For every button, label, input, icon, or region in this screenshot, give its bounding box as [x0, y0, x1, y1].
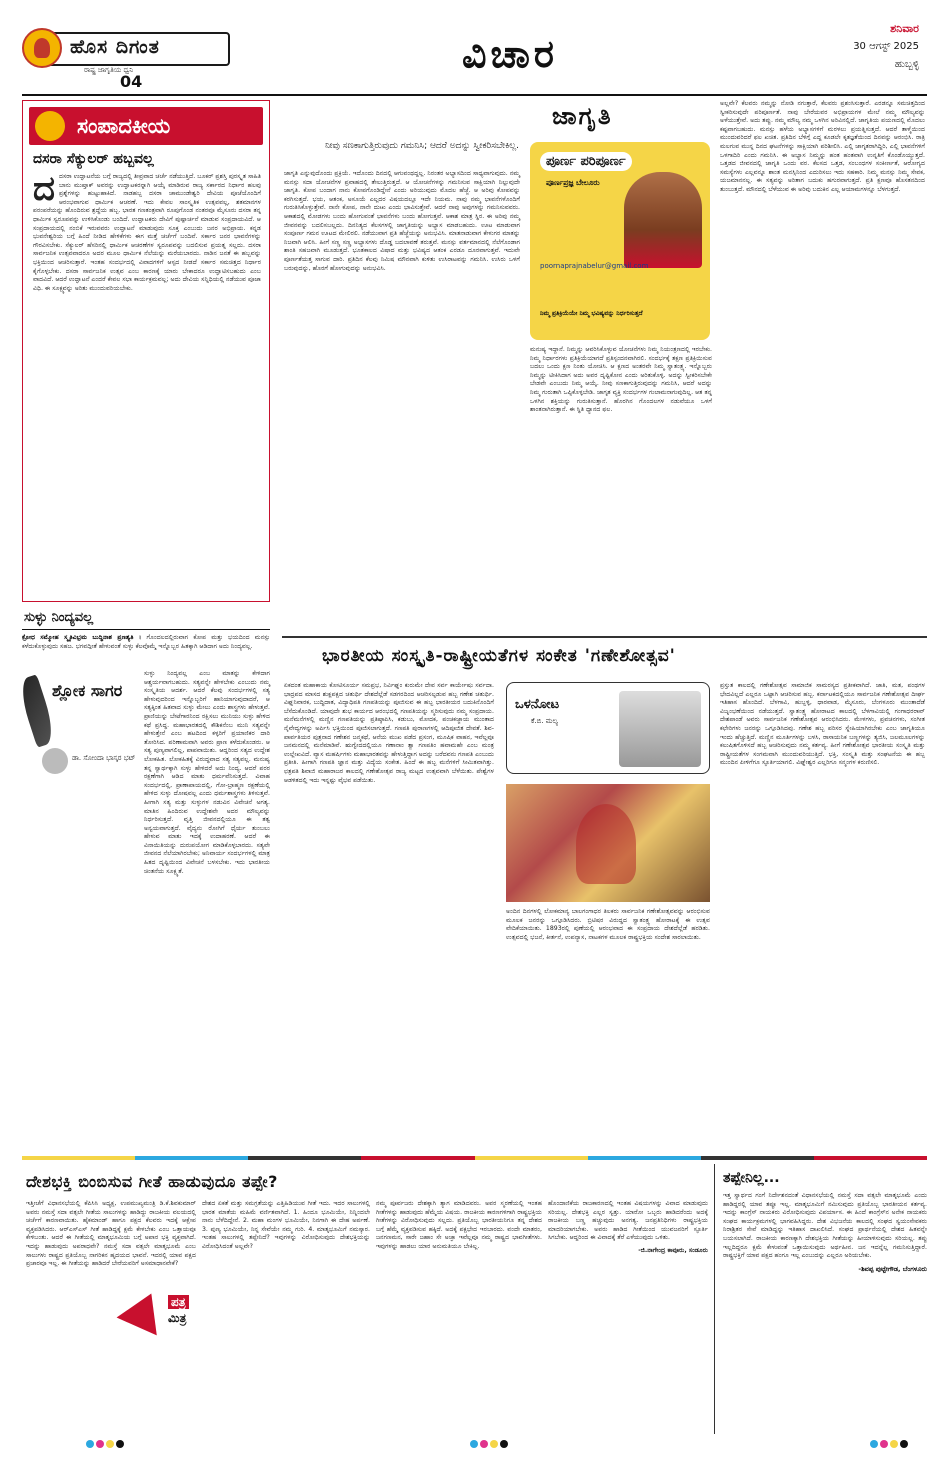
columnist-byline: ಪೂರ್ಣಪ್ರಜ್ಞ ಬೇಲೂರು [546, 178, 600, 187]
ganeshotsava-title: ಭಾರತೀಯ ಸಂಸ್ಕೃತಿ-ರಾಷ್ಟ್ರೀಯತೆಗಳ ಸಂಕೇತ 'ಗಣೇಶೋತ್ಸವ' [322, 646, 676, 666]
colorbar-segment [135, 1156, 248, 1160]
sulu-article [22, 606, 270, 1178]
registration-dot [106, 1440, 114, 1448]
patra-mitra-logo [118, 1288, 208, 1342]
registration-dot [96, 1440, 104, 1448]
olanota-column-name: ಒಳನೋಟ [515, 697, 560, 712]
editorial-emblem-icon [35, 111, 65, 141]
masthead [22, 12, 927, 94]
sulu-text: ಸುಳ್ಳು ನಿಂದ್ಯವಲ್ಲ ಎಂಬ ಮಾತನ್ನು ಕೇಳಿದಾಗ ಆಶ್ಚರ್ಯವಾಗಬಹುದು. ಸತ್ಯವನ್ನೇ ಹೇಳಬೇಕು ಎಂಬುದು ನಮ್ಮ ಸಂಸ್ಕೃತಿಯ ಆದರ್ಶ. ಆದರೆ ಕೆಲವು ಸಂದರ್ಭಗಳಲ್ಲಿ ಸತ್ಯ ಹೇಳುವುದರಿಂದ ಇನ್ನೊಬ್ಬರಿಗೆ ಹಾನಿಯಾಗುವುದಾದರೆ, ಆ ಸತ್ಯಕ್ಕಿಂತ ಹಿತವಾದ ಸುಳ್ಳು ಮೇಲು ಎಂದು ಶಾಸ್ತ್ರಗಳು ಹೇಳುತ್ತವೆ. ಪ್ರಾಣಿಯನ್ನು ಬೇಟೆಗಾರನಿಂದ ರಕ್ಷಿಸಲು ಮುನಿಯು ಸುಳ್ಳು ಹೇಳಿದ ಕಥೆ ಪ್ರಸಿದ್ಧ. ಮಹಾಭಾರತದಲ್ಲಿ ಕೌಶಿಕನೆಂಬ ಮುನಿ ಸತ್ಯವನ್ನೇ ಹೇಳುತ್ತೇನೆ ಎಂಬ ಹಟದಿಂದ ಕಳ್ಳರಿಗೆ ಪ್ರಯಾಣಿಕರ ದಾರಿ ತೋರಿಸಿದ. ಪರಿಣಾಮವಾಗಿ ಅವರು ಪ್ರಾಣ ಕಳೆದುಕೊಂಡರು. ಆ ಸತ್ಯ ಪುಣ್ಯವಾಗಲಿಲ್ಲ, ಪಾಪವಾಯಿತು. ಆದ್ದರಿಂದ ಸತ್ಯದ ಉದ್ದೇಶ ಲೋಕಹಿತ. ಲೋಕಹಿತಕ್ಕೆ ವಿರುದ್ಧವಾದ ಸತ್ಯ ಸತ್ಯವಲ್ಲ. ಮನುಷ್ಯ ತನ್ನ ಸ್ವಾರ್ಥಕ್ಕಾಗಿ ಸುಳ್ಳು ಹೇಳಿದರೆ ಅದು ನಿಂದ್ಯ. ಆದರೆ ಪರರ ರಕ್ಷಣೆಗಾಗಿ ಆಡಿದ ಮಾತು ಧರ್ಮವೆನಿಸುತ್ತದೆ. ವಿವಾಹ ಸಂದರ್ಭದಲ್ಲಿ, ಪ್ರಾಣಾಪಾಯದಲ್ಲಿ, ಗೋ-ಬ್ರಾಹ್ಮಣ ರಕ್ಷಣೆಯಲ್ಲಿ ಹೇಳಿದ ಸುಳ್ಳು ದೋಷವಲ್ಲ ಎಂದು ಧರ್ಮಶಾಸ್ತ್ರಗಳು ತಿಳಿಸುತ್ತವೆ. ಹೀಗಾಗಿ ಸತ್ಯ ಮತ್ತು ಸುಳ್ಳುಗಳ ನಡುವಿನ ವಿವೇಚನೆ ಅಗತ್ಯ. ಮಾತಿನ ಹಿಂದಿರುವ ಉದ್ದೇಶವೇ ಅದರ ಮೌಲ್ಯವನ್ನು ನಿರ್ಧರಿಸುತ್ತದೆ. ವೃತ್ತಿ ಜೀವನದಲ್ಲಿಯೂ ಈ ತತ್ವ ಅನ್ವಯವಾಗುತ್ತದೆ. ವೈದ್ಯನು ರೋಗಿಗೆ ಧೈರ್ಯ ತುಂಬಲು ಹೇಳುವ ಮಾತು ಇದಕ್ಕೆ ಉದಾಹರಣೆ. ಆದರೆ ಈ ವಿನಾಯಿತಿಯನ್ನು ದುರುಪಯೋಗ ಮಾಡಿಕೊಳ್ಳಬಾರದು. ಸತ್ಯವೇ ಜೀವನದ ನೆಲೆಯಾಗಿರಬೇಕು; ಅನಿವಾರ್ಯ ಸಂದರ್ಭಗಳಲ್ಲಿ ಮಾತ್ರ ಹಿತದ ದೃಷ್ಟಿಯಿಂದ ವಿವೇಚನೆ ಬಳಸಬೇಕು. ಇದು ಭಾರತೀಯ ಚಿಂತನೆಯ ಸೂಕ್ಷ್ಮತೆ. [144, 670, 270, 875]
tappenilla-body: ಇತ್ತ ಸ್ವಾರ್ಥದ ಗಂಗೆ ನಿರ್ದೇಶನದಂತೆ ವಿಧಾನಸಭೆಯಲ್ಲಿ ನಮಸ್ತೆ ಸದಾ ವತ್ಸಲೇ ಮಾತೃಭೂಮೆ ಎಂದು ಹಾಡಿದ್ದರಲ್ಲಿ ಯಾವ ತಪ್ಪೂ ಇಲ್ಲ. ಮಾತೃಭೂಮಿಗೆ ನಮಿಸುವುದು ಪ್ರತಿಯೊಬ್ಬ ಭಾರತೀಯನ ಕರ್ತವ್ಯ. ಇದನ್ನು ಕಾಂಗ್ರೆಸ್ ನಾಯಕರು ವಿರೋಧಿಸುವುದು ವಿಪರ್ಯಾಸ. ಈ ಹಿಂದೆ ಕಾಂಗ್ರೆಸ್‌ನ ಅನೇಕ ನಾಯಕರು ಸಂಘದ ಕಾರ್ಯಕ್ರಮಗಳಲ್ಲಿ ಭಾಗವಹಿಸಿದ್ದರು. ದೇಶ ವಿಭಜನೆಯ ಕಾಲದಲ್ಲಿ ಸಂಘದ ಸ್ವಯಂಸೇವಕರು ನಿರಾಶ್ರಿತರ ಸೇವೆ ಮಾಡಿದ್ದನ್ನು ಇತಿಹಾಸ ದಾಖಲಿಸಿದೆ. ಸಂಘದ ಪ್ರಾರ್ಥನೆಯಲ್ಲಿ ದೇಶದ ಹಿತವನ್ನೇ ಬಯಸಲಾಗಿದೆ. ರಾಜಕೀಯ ಕಾರಣಕ್ಕಾಗಿ ದೇಶಭಕ್ತಿಯ ಗೀತೆಯನ್ನು ಹೀಯಾಳಿಸುವುದು ಸರಿಯಲ್ಲ. ತಪ್ಪು ಇಲ್ಲದಿದ್ದರೂ ಕ್ಷಮೆ ಕೇಳುವಂತೆ ಒತ್ತಾಯಿಸುವುದು ಅರ್ಥಹೀನ. ಜನ ಇದನ್ನೆಲ್ಲ ಗಮನಿಸುತ್ತಿದ್ದಾರೆ. ರಾಷ್ಟ್ರಭಕ್ತಿಗೆ ಯಾವ ಪಕ್ಷದ ಹಂಗೂ ಇಲ್ಲ ಎಂಬುದನ್ನು ಎಲ್ಲರೂ ಅರಿಯಬೇಕು. [723, 1192, 927, 1260]
tappenilla-signature: -ಶಿವಪ್ಪ ಪುಟ್ಟೇಗೌಡ, ಬೆಂಗಳೂರು [858, 1264, 927, 1273]
section-colorbar [22, 1156, 927, 1160]
jagruti-column-1: ಜಾಗೃತಿ ಎನ್ನುವುದೊಂದು ಪ್ರಕ್ರಿಯೆ. ಇದೊಂದು ದಿನದಲ್ಲಿ ಆಗುವಂಥದ್ದಲ್ಲ. ನಿರಂತರ ಅಭ್ಯಾಸದಿಂದ ಸಾಧ್ಯವಾಗುವುದು. ನಮ್ಮ ಮನಸ್ಸು ಸದಾ ಯೋಚನೆಗಳ ಪ್ರವಾಹದಲ್ಲಿ ತೇಲುತ್ತಿರುತ್ತದೆ. ಆ ಯೋಚನೆಗಳನ್ನು ಗಮನಿಸುವ ಸಾಕ್ಷಿಯಾಗಿ ನಿಲ್ಲುವುದೇ ಜಾಗೃತಿ. ಕೋಪ ಬಂದಾಗ ನಾನು ಕೋಪಗೊಂಡಿದ್ದೇನೆ ಎಂದು ಅರಿಯುವುದು ಮೊದಲ ಹೆಜ್ಜೆ. ಆ ಅರಿವು ಕೋಪವನ್ನು ಕರಗಿಸುತ್ತದೆ. ಭಯ, ಆತಂಕ, ಅಸೂಯೆ ಎಲ್ಲದರ ವಿಷಯದಲ್ಲೂ ಇದೇ ನಿಯಮ. ನಾವು ನಮ್ಮ ಭಾವನೆಗಳೊಂದಿಗೆ ಗುರುತಿಸಿಕೊಳ್ಳುತ್ತೇವೆ. ನಾನೇ ಕೋಪ, ನಾನೇ ದುಃಖ ಎಂದು ಭಾವಿಸುತ್ತೇವೆ. ಆದರೆ ನಾವು ಅವುಗಳನ್ನು ಗಮನಿಸುವವರು. ಆಕಾಶದಲ್ಲಿ ಮೋಡಗಳು ಬಂದು ಹೋಗುವಂತೆ ಭಾವನೆಗಳು ಬಂದು ಹೋಗುತ್ತವೆ. ಆಕಾಶ ಮಾತ್ರ ಸ್ಥಿರ. ಈ ಅರಿವು ನಮ್ಮ ಜೀವನವನ್ನು ಬದಲಿಸಬಲ್ಲದು. ದಿನನಿತ್ಯದ ಕೆಲಸಗಳಲ್ಲಿ ಜಾಗೃತಿಯನ್ನು ಅಭ್ಯಾಸ ಮಾಡಬಹುದು. ಊಟ ಮಾಡುವಾಗ ಸಂಪೂರ್ಣ ಗಮನ ಊಟದ ಮೇಲಿರಲಿ. ನಡೆಯುವಾಗ ಪ್ರತಿ ಹೆಜ್ಜೆಯನ್ನು ಅನುಭವಿಸಿ. ಮಾತನಾಡುವಾಗ ಕೇಳುಗರ ಮಾತನ್ನು ನಿಜವಾಗಿ ಆಲಿಸಿ. ಹೀಗೆ ಸಣ್ಣ ಸಣ್ಣ ಅಭ್ಯಾಸಗಳು ದೊಡ್ಡ ಬದಲಾವಣೆ ತರುತ್ತವೆ. ಮನಸ್ಸು ವರ್ತಮಾನದಲ್ಲಿ ನೆಲೆಗೊಂಡಾಗ ಶಾಂತಿ ಸಹಜವಾಗಿ ಮೂಡುತ್ತದೆ. ಭೂತಕಾಲದ ವಿಷಾದ ಮತ್ತು ಭವಿಷ್ಯದ ಆತಂಕ ಎರಡೂ ದೂರವಾಗುತ್ತವೆ. ಇದುವೇ ಪೂರ್ಣತೆಯತ್ತ ಸಾಗುವ ದಾರಿ. ಪ್ರತಿದಿನ ಕೆಲವು ನಿಮಿಷ ಮೌನವಾಗಿ ಕುಳಿತು ಉಸಿರಾಟವನ್ನು ಗಮನಿಸಿ. ಉಸಿರು ಒಳಗೆ ಬರುವುದನ್ನು, ಹೊರಗೆ ಹೋಗುವುದನ್ನು ಅನುಭವಿಸಿ. [284, 170, 520, 272]
colorbar-segment [588, 1156, 701, 1160]
paper-logo [22, 14, 230, 91]
paper-tagline: ರಾಷ್ಟ್ರ ಜಾಗೃತಿಯ ಧ್ವನಿ [84, 66, 134, 74]
olanota-byline: ಕೆ.ಬಿ. ಮಲ್ಯ [531, 717, 558, 725]
ganeshotsava-article [282, 636, 927, 1148]
column-name: ಪೂರ್ಣ ಪರಿಪೂರ್ಣ [540, 152, 632, 171]
colorbar-segment [475, 1156, 588, 1160]
letter-title: ದೇಶಭಕ್ತಿ ಬಿಂಬಿಸುವ ಗೀತೆ ಹಾಡುವುದೂ ತಪ್ಪೇ? [26, 1172, 278, 1191]
ganesha-idol-photo [506, 784, 710, 902]
olanota-card [506, 682, 710, 774]
registration-dot [490, 1440, 498, 1448]
jagruti-article [282, 100, 927, 630]
columnist-photo [624, 172, 702, 268]
letter-deshabhakti [22, 1164, 710, 1434]
jagruti-title: ಜಾಗೃತಿ [552, 102, 613, 130]
letter-column-1 [26, 1200, 196, 1269]
letter-tappenilla [714, 1164, 927, 1434]
jagruti-pull-quote: ನಿಮ್ಮ ಪ್ರತಿಕ್ರಿಯೆಯೇ ನಿಮ್ಮ ಭವಿಷ್ಯವನ್ನು ನಿರ್ಧರಿಸುತ್ತದೆ [540, 310, 643, 317]
registration-dot [900, 1440, 908, 1448]
issue-day: ಶನಿವಾರ [890, 22, 919, 35]
letter-signature: -ಜಿ.ನಾಗೇಂದ್ರ ಕಾವೂರು, ಸಂಡೂರು [638, 1246, 708, 1254]
colorbar-segment [701, 1156, 814, 1160]
registration-dot [86, 1440, 94, 1448]
editorial-box [22, 100, 270, 602]
author-avatar [42, 748, 68, 774]
paper-plane-icon [117, 1285, 172, 1336]
sulu-lead [22, 634, 270, 651]
patra-mitra-label [168, 1294, 189, 1326]
letter-column-2: ದೇಶದ ಏಕತೆ ಮತ್ತು ಸಮಗ್ರತೆಯನ್ನು ಎತ್ತಿಹಿಡಿಯುವ ಗೀತೆ ಇದು. ಇದರ ಸಾಲುಗಳಲ್ಲಿ ಭಾರತ ಮಾತೆಯ ಮಹಿಮೆ ವರ್ಣಿತವಾಗಿದೆ. 1. ಹಿಂದೂ ಭೂಮಿಯೇ, ನಿನ್ನಿಂದಲೇ ನಾನು ಬೆಳೆದಿದ್ದೇನೆ. 2. ಮಹಾ ಮಂಗಳ ಭೂಮಿಯೇ, ನಿನಗಾಗಿ ಈ ದೇಹ ಅರ್ಪಣೆ. 3. ಪುಣ್ಯ ಭೂಮಿಯೇ, ನಿನ್ನ ಸೇವೆಯೇ ನಮ್ಮ ಗುರಿ. 4. ಮಾತೃಭೂಮಿಗೆ ನಮಸ್ಕಾರ. ಇಂತಹ ಸಾಲುಗಳಲ್ಲಿ ತಪ್ಪೇನಿದೆ? ಇವುಗಳನ್ನು ವಿರೋಧಿಸುವುದು ದೇಶಭಕ್ತಿಯನ್ನು ವಿರೋಧಿಸಿದಂತೆ ಅಲ್ಲವೇ? [202, 1200, 370, 1250]
sulu-lead-body: ಗೊಂದಲದಲ್ಲಿರುವಾಗ ಕೋಪ ಮತ್ತು ಭಯದಿಂದ ಮನಸ್ಸು ಕಳೆದುಕೊಳ್ಳುವುದು ಸಹಜ. ಭಗವದ್ಗೀತೆ ಹೇಳುವಂತೆ ಸುಳ್ಳು ಕೆಲವೊಮ್ಮೆ ಇನ್ನೊಬ್ಬರ ಹಿತಕ್ಕಾಗಿ ಆಡಿದಾಗ ಅದು ನಿಂದ್ಯವಲ್ಲ. [22, 634, 270, 650]
paper-name: ಹೊಸ ದಿಗಂತ [70, 36, 160, 58]
colorbar-segment [361, 1156, 474, 1160]
letter-column-3: ನಮ್ಮ ಪೂರ್ವಜರು ದೇಶಕ್ಕಾಗಿ ತ್ಯಾಗ ಮಾಡಿದವರು. ಅವರ ಸ್ಮರಣೆಯಲ್ಲಿ ಇಂತಹ ಗೀತೆಗಳನ್ನು ಹಾಡುವುದು ಹೆಮ್ಮೆಯ ವಿಷಯ. ರಾಜಕೀಯ ಕಾರಣಗಳಿಗಾಗಿ ರಾಷ್ಟ್ರಭಕ್ತಿಯ ಗೀತೆಗಳನ್ನು ವಿರೋಧಿಸುವುದು ಸಲ್ಲದು. ಪ್ರತಿಯೊಬ್ಬ ಭಾರತೀಯನಿಗೂ ತನ್ನ ದೇಶದ ಬಗ್ಗೆ ಹೆಮ್ಮೆ ವ್ಯಕ್ತಪಡಿಸುವ ಹಕ್ಕಿದೆ. ಅದಕ್ಕೆ ಪಕ್ಷಭೇದ ಇರಬಾರದು. ವಂದೇ ಮಾತರಂ, ಜನಗಣಮನ, ಸಾರೇ ಜಹಾಂ ಸೇ ಅಚ್ಛಾ ಇವೆಲ್ಲವೂ ನಮ್ಮ ರಾಷ್ಟ್ರದ ಭಾವಗೀತೆಗಳು. ಇವುಗಳನ್ನು ಹಾಡಲು ಯಾರ ಅನುಮತಿಯೂ ಬೇಕಿಲ್ಲ. [376, 1200, 542, 1250]
editorial-banner [29, 107, 263, 145]
letter-text-1: ಇತ್ತೀಚೆಗೆ ವಿಧಾನಸಭೆಯಲ್ಲಿ ಕೆಪಿಸಿಸಿ ಅಧ್ಯಕ್ಷ, ಉಪಮುಖ್ಯಮಂತ್ರಿ ಡಿ.ಕೆ.ಶಿವಕುಮಾರ್ ಅವರು ನಮಸ್ತೆ ಸದಾ ವತ್ಸಲೇ ಗೀತೆಯ ಸಾಲುಗಳನ್ನು ಹಾಡಿದ್ದು ರಾಜಕೀಯ ವಲಯದಲ್ಲಿ ಚರ್ಚೆಗೆ ಕಾರಣವಾಯಿತು. ಹೈಕಮಾಂಡ್ ಹಾಗೂ ಪಕ್ಷದ ಕೆಲವರು ಇದಕ್ಕೆ ಆಕ್ಷೇಪ ವ್ಯಕ್ತಪಡಿಸಿದರು. ಆರ್‌ಎಸ್‌ಎಸ್ ಗೀತೆ ಹಾಡಿದ್ದಕ್ಕೆ ಕ್ಷಮೆ ಕೇಳಬೇಕು ಎಂಬ ಒತ್ತಾಯವೂ ಕೇಳಿಬಂತು. ಆದರೆ ಈ ಗೀತೆಯಲ್ಲಿ ಮಾತೃಭೂಮಿಯ ಬಗ್ಗೆ ಅಪಾರ ಭಕ್ತಿ ವ್ಯಕ್ತವಾಗಿದೆ. ಇದನ್ನು ಹಾಡುವುದು ಅಪರಾಧವೇ? ನಮಸ್ತೆ ಸದಾ ವತ್ಸಲೇ ಮಾತೃಭೂಮೆ ಎಂಬ ಸಾಲುಗಳು ರಾಷ್ಟ್ರದ ಪ್ರತಿಯೊಬ್ಬ ನಾಗರಿಕನ ಹೃದಯದ ಭಾವನೆ. ಇದರಲ್ಲಿ ಯಾವ ಪಕ್ಷದ ಪ್ರಚಾರವೂ ಇಲ್ಲ. ಈ ಗೀತೆಯನ್ನು ಹಾಡಿದರೆ ಬೇರೆಯವರಿಗೆ ಅಸಮಾಧಾನವೇಕೆ? [26, 1200, 196, 1268]
editorial-body [33, 169, 261, 293]
issue-date: 30 ಆಗಸ್ಟ್ 2025 [853, 41, 919, 52]
mitra-label: ಮಿತ್ರ [168, 1311, 187, 1325]
colorbar-segment [22, 1156, 135, 1160]
registration-dot [480, 1440, 488, 1448]
registration-dot [890, 1440, 898, 1448]
shloka-sagara-title: ಶ್ಲೋಕ ಸಾಗರ [52, 681, 123, 700]
shloka-sagara-box [22, 670, 140, 790]
editorial-dropcap: ದ [33, 169, 55, 209]
shloka-byline: ಡಾ. ಸೋಂದಾ ಭಾಸ್ಕರ ಭಟ್ [72, 754, 136, 762]
sulu-heading: ಸುಳ್ಳು ನಿಂದ್ಯವಲ್ಲ [22, 606, 270, 630]
editorial-banner-label: ಸಂಪಾದಕೀಯ [77, 114, 171, 138]
page-number: 04 [120, 72, 143, 91]
section-title: ವಿಚಾರ [462, 32, 558, 76]
registration-dot [116, 1440, 124, 1448]
letter-column-4 [548, 1200, 708, 1256]
emblem-icon [22, 28, 62, 68]
tappenilla-title: ತಪ್ಪೇನಿಲ್ಲ... [723, 1170, 780, 1186]
issue-info [853, 20, 919, 74]
ganeshotsava-column-1: ಏಕದಂತ ಮಹಾಕಾಯ ಕೋಟಿಸೂರ್ಯ ಸಮಪ್ರಭ, ನಿರ್ವಿಘ್ನಂ ಕುರುಮೇ ದೇವ ಸರ್ವ ಕಾರ್ಯೇಷು ಸರ್ವದಾ. ಭಾದ್ರಪದ ಮಾಸದ ಶುಕ್ಲಪಕ್ಷದ ಚತುರ್ಥಿ ದೇಶದೆಲ್ಲೆಡೆ ಸಡಗರದಿಂದ ಆಚರಿಸಲ್ಪಡುವ ಹಬ್ಬ ಗಣೇಶ ಚತುರ್ಥಿ. ವಿಘ್ನನಿವಾರಕ, ಬುದ್ಧಿದಾತ, ವಿದ್ಯಾಧಿಪತಿ ಗಣಪತಿಯನ್ನು ಪೂಜಿಸುವ ಈ ಹಬ್ಬ ಭಾರತೀಯರ ಬದುಕಿನೊಂದಿಗೆ ಬೆಸೆದುಕೊಂಡಿದೆ. ಯಾವುದೇ ಶುಭ ಕಾರ್ಯದ ಆರಂಭದಲ್ಲಿ ಗಣಪತಿಯನ್ನು ಸ್ಮರಿಸುವುದು ನಮ್ಮ ಸಂಪ್ರದಾಯ. ಮನೆಮನೆಗಳಲ್ಲಿ ಮಣ್ಣಿನ ಗಣಪತಿಯನ್ನು ಪ್ರತಿಷ್ಠಾಪಿಸಿ, ಕಡುಬು, ಮೋದಕ, ಪಂಚಕಜ್ಜಾಯ ಮುಂತಾದ ನೈವೇದ್ಯಗಳನ್ನು ಅರ್ಪಿಸಿ ಭಕ್ತಿಯಿಂದ ಪೂಜಿಸಲಾಗುತ್ತದೆ. ಗಣಪತಿ ಪುರಾಣಗಳಲ್ಲಿ ಆದಿಪೂಜಿತ ದೇವತೆ. ಶಿವ-ಪಾರ್ವತಿಯರ ಪುತ್ರನಾದ ಗಣೇಶನ ಜನ್ಮಕಥೆ, ಆನೆಯ ಮುಖ ಪಡೆದ ಪ್ರಸಂಗ, ಮೂಷಿಕ ವಾಹನ, ಇವೆಲ್ಲವೂ ಜನಮನದಲ್ಲಿ ಮನೆಮಾಡಿವೆ. ಋಗ್ವೇದದಲ್ಲಿಯೂ ಗಣಾನಾಂ ತ್ವಾ ಗಣಪತಿಂ ಹವಾಮಹೇ ಎಂಬ ಮಂತ್ರ ಉಲ್ಲೇಖವಿದೆ. ವ್ಯಾಸ ಮಹರ್ಷಿಗಳು ಮಹಾಭಾರತವನ್ನು ಹೇಳುತ್ತಿದ್ದಾಗ ಅದನ್ನು ಬರೆದವನು ಗಣಪತಿ ಎಂಬುದು ಪ್ರತೀತಿ. ಹೀಗಾಗಿ ಗಣಪತಿ ಜ್ಞಾನ ಮತ್ತು ವಿದ್ಯೆಯ ಸಂಕೇತ. ಹಿಂದೆ ಈ ಹಬ್ಬ ಮನೆಗಳಿಗೆ ಸೀಮಿತವಾಗಿತ್ತು. ಛತ್ರಪತಿ ಶಿವಾಜಿ ಮಹಾರಾಜರ ಕಾಲದಲ್ಲಿ ಗಣೇಶೋತ್ಸವ ರಾಜ್ಯ ಮಟ್ಟದ ಉತ್ಸವವಾಗಿ ಬೆಳೆಯಿತು. ಪೇಶ್ವೆಗಳ ಆಡಳಿತದಲ್ಲಿ ಇದು ಇನ್ನಷ್ಟು ವೈಭವ ಪಡೆಯಿತು. [284, 682, 494, 784]
jagruti-column-3: ಅಲ್ಲವೇ? ಕೆಲವರು ನಮ್ಮನ್ನು ನೋಡಿ ನಗುತ್ತಾರೆ, ಕೆಲವರು ಪ್ರಶಂಸಿಸುತ್ತಾರೆ. ಎರಡನ್ನೂ ಸಮಚಿತ್ತದಿಂದ ಸ್ವೀಕರಿಸುವುದೇ ಪರಿಪೂರ್ಣತೆ. ನಾವು ಬೇರೆಯವರ ಅಭಿಪ್ರಾಯಗಳ ಮೇಲೆ ನಮ್ಮ ಮೌಲ್ಯವನ್ನು ಅಳೆಯುತ್ತೇವೆ. ಅದು ತಪ್ಪು. ನಮ್ಮ ಮೌಲ್ಯ ನಮ್ಮ ಒಳಗಿನ ಅರಿವಿನಲ್ಲಿದೆ. ಜಾಗೃತಿಯ ಪಯಣದಲ್ಲಿ ಮೊದಲು ಕಷ್ಟವಾಗಬಹುದು. ಮನಸ್ಸು ಹಳೆಯ ಅಭ್ಯಾಸಗಳಿಗೆ ಮರಳಲು ಪ್ರಯತ್ನಿಸುತ್ತದೆ. ಆದರೆ ತಾಳ್ಮೆಯಿಂದ ಮುಂದುವರಿದರೆ ಫಲ ಖಚಿತ. ಪ್ರತಿದಿನ ಬೆಳಿಗ್ಗೆ ಎದ್ದ ಕೂಡಲೇ ಕೃತಜ್ಞತೆಯಿಂದ ದಿನವನ್ನು ಆರಂಭಿಸಿ. ರಾತ್ರಿ ಮಲಗುವ ಮುನ್ನ ದಿನದ ಘಟನೆಗಳನ್ನು ಸಾಕ್ಷಿಯಾಗಿ ಪರಿಶೀಲಿಸಿ. ಎಲ್ಲಿ ಜಾಗೃತರಾಗಿದ್ದಿರಿ, ಎಲ್ಲಿ ಭಾವನೆಗಳಿಗೆ ಒಳಗಾದಿರಿ ಎಂದು ಗಮನಿಸಿ. ಈ ಅಭ್ಯಾಸ ನಿಮ್ಮನ್ನು ಹಂತ ಹಂತವಾಗಿ ಉನ್ನತಿಗೆ ಕೊಂಡೊಯ್ಯುತ್ತದೆ. ಒತ್ತಡದ ಜೀವನದಲ್ಲಿ ಜಾಗೃತಿ ಒಂದು ವರ. ಕೆಲಸದ ಒತ್ತಡ, ಸಂಬಂಧಗಳ ಸಂಕೀರ್ಣತೆ, ಆರೋಗ್ಯದ ಸಮಸ್ಯೆಗಳು ಎಲ್ಲವನ್ನೂ ಶಾಂತ ಮನಸ್ಸಿನಿಂದ ಎದುರಿಸಲು ಇದು ಸಹಕಾರಿ. ನಿಮ್ಮ ಮನಸ್ಸು ನಿಮ್ಮ ಸೇವಕ, ಯಜಮಾನನಲ್ಲ. ಈ ಸತ್ಯವನ್ನು ಅರಿತಾಗ ಬದುಕು ಹಗುರವಾಗುತ್ತದೆ. ಪ್ರತಿ ಕ್ಷಣವೂ ಹೊಸತನದಿಂದ ತುಂಬುತ್ತದೆ. ಮೌನದಲ್ಲಿ ಬೆಳೆಯುವ ಈ ಅರಿವು ಬದುಕಿನ ಎಲ್ಲ ಆಯಾಮಗಳನ್ನೂ ಬೆಳಗುತ್ತದೆ. [720, 100, 925, 193]
sulu-body [22, 670, 270, 876]
columnist-email[interactable]: poornaprajnabelur@gmail.com [540, 262, 649, 270]
olanota-author-photo [619, 691, 701, 767]
colorbar-segment [814, 1156, 927, 1160]
jagruti-column-2: ಮನುಷ್ಯ ಇದ್ದಾನೆ. ನಿಮ್ಮನ್ನು ಆವರಿಸಿಕೊಳ್ಳುವ ಯೋಚನೆಗಳು ನಿಮ್ಮ ನಿಯಂತ್ರಣದಲ್ಲಿ ಇರಬೇಕು. ನಿಮ್ಮ ನಿರ್ಧಾರಗಳು ಪ್ರತಿಕ್ರಿಯೆಯಾಗದೆ ಪ್ರತಿಸ್ಪಂದನವಾಗಿರಲಿ. ಸಂದರ್ಭಕ್ಕೆ ತಕ್ಷಣ ಪ್ರತಿಕ್ರಿಯಿಸುವ ಬದಲು ಒಂದು ಕ್ಷಣ ನಿಂತು ಯೋಚಿಸಿ. ಆ ಕ್ಷಣದ ಅಂತರವೇ ನಿಮ್ಮ ಸ್ವಾತಂತ್ರ್ಯ. ಇನ್ನೊಬ್ಬರು ನಿಮ್ಮನ್ನು ಟೀಕಿಸಿದಾಗ ಅದು ಅವರ ದೃಷ್ಟಿಕೋನ ಎಂದು ಅರಿತುಕೊಳ್ಳಿ. ಅದನ್ನು ಸ್ವೀಕರಿಸಬೇಕೇ ಬೇಡವೇ ಎಂಬುದು ನಿಮ್ಮ ಆಯ್ಕೆ. ನೀವು ಸಣಕಾಗುತ್ತಿರುವುದನ್ನು ಗಮನಿಸಿ, ಆದರೆ ಅದನ್ನು ನಿಮ್ಮ ಗುರುತಾಗಿ ಒಪ್ಪಿಕೊಳ್ಳಬೇಡಿ. ಜಾಗೃತ ವ್ಯಕ್ತಿ ಸಂದರ್ಭಗಳ ಗುಲಾಮನಾಗುವುದಿಲ್ಲ. ಆತ ತನ್ನ ಒಳಗಿನ ಶಕ್ತಿಯನ್ನು ಗುರುತಿಸುತ್ತಾನೆ. ಹೊರಗಿನ ಗೊಂದಲಗಳ ನಡುವೆಯೂ ಒಳಗೆ ಶಾಂತನಾಗಿರುತ್ತಾನೆ. ಈ ಸ್ಥಿತಿ ಧ್ಯಾನದ ಫಲ. [530, 346, 712, 414]
sulu-lead-verse: ಕ್ರೋಧ ಸಮ್ಮೋಹ ಸ್ಮೃತಿವಿಭ್ರಮ ಬುದ್ಧಿನಾಶ ಪ್ರಣಶ್ಯತಿ । [22, 634, 142, 641]
editorial-headline: ದಸರಾ ಸೆಕ್ಯುಲರ್ ಹಬ್ಬವಲ್ಲ [33, 151, 154, 167]
registration-dots [0, 1440, 945, 1452]
registration-dot [880, 1440, 888, 1448]
masthead-rule [22, 94, 927, 96]
ganeshotsava-column-2: ಅಂದಿನ ದಿನಗಳಲ್ಲಿ ಲೋಕಮಾನ್ಯ ಬಾಲಗಂಗಾಧರ ತಿಲಕರು ಸಾರ್ವಜನಿಕ ಗಣೇಶೋತ್ಸವವನ್ನು ಆರಂಭಿಸುವ ಮೂಲಕ ಜನರನ್ನು ಒಗ್ಗೂಡಿಸಿದರು. ಬ್ರಿಟಿಷರ ವಿರುದ್ಧದ ಸ್ವಾತಂತ್ರ್ಯ ಹೋರಾಟಕ್ಕೆ ಈ ಉತ್ಸವ ವೇದಿಕೆಯಾಯಿತು. 1893ರಲ್ಲಿ ಪುಣೆಯಲ್ಲಿ ಆರಂಭವಾದ ಈ ಸಂಪ್ರದಾಯ ದೇಶದೆಲ್ಲೆಡೆ ಹರಡಿತು. ಉತ್ಸವದಲ್ಲಿ ಭಜನೆ, ಕೀರ್ತನೆ, ಉಪನ್ಯಾಸ, ನಾಟಕಗಳ ಮೂಲಕ ರಾಷ್ಟ್ರಭಕ್ತಿಯ ಸಂದೇಶ ಸಾರಲಾಯಿತು. [506, 908, 710, 941]
issue-city: ಹುಬ್ಬಳ್ಳಿ [894, 59, 919, 70]
letter-text-4: ಹೊಂದಾಣಿಕೆಯ ರಾಜಕಾರಣದಲ್ಲಿ ಇಂತಹ ವಿಷಯಗಳನ್ನು ವಿವಾದ ಮಾಡುವುದು ಸರಿಯಲ್ಲ. ದೇಶಭಕ್ತಿ ಎಲ್ಲರ ಸ್ವತ್ತು. ಯಾರೋ ಒಬ್ಬರು ಹಾಡಿದರೆಂದು ಅದಕ್ಕೆ ರಾಜಕೀಯ ಬಣ್ಣ ಹಚ್ಚುವುದು ಅನಗತ್ಯ. ಜನಪ್ರತಿನಿಧಿಗಳು ರಾಷ್ಟ್ರಭಕ್ತಿಯ ಮಾದರಿಯಾಗಬೇಕು. ಅವರು ಹಾಡಿದ ಗೀತೆಯಿಂದ ಯುವಜನರಿಗೆ ಸ್ಫೂರ್ತಿ ಸಿಗಬೇಕು. ಆದ್ದರಿಂದ ಈ ವಿವಾದಕ್ಕೆ ತೆರೆ ಎಳೆಯುವುದು ಒಳಿತು. [548, 1200, 708, 1242]
registration-dot [470, 1440, 478, 1448]
jagruti-quote: ನೀವು ಸಣಕಾಗುತ್ತಿರುವುದು ಗಮನಿಸಿ; ಆದರೆ ಅದನ್ನು ಸ್ವೀಕರಿಸಬೇಕಿಲ್ಲ. [324, 141, 520, 151]
colorbar-segment [248, 1156, 361, 1160]
ganeshotsava-column-3: ಪ್ರಸ್ತುತ ಕಾಲದಲ್ಲಿ ಗಣೇಶೋತ್ಸವ ಸಾಮಾಜಿಕ ಸಾಮರಸ್ಯದ ಪ್ರತೀಕವಾಗಿದೆ. ಜಾತಿ, ಮತ, ಪಂಥಗಳ ಭೇದವಿಲ್ಲದೆ ಎಲ್ಲರೂ ಒಟ್ಟಾಗಿ ಆಚರಿಸುವ ಹಬ್ಬ. ಕರ್ನಾಟಕದಲ್ಲಿಯೂ ಸಾರ್ವಜನಿಕ ಗಣೇಶೋತ್ಸವ ದೀರ್ಘ ಇತಿಹಾಸ ಹೊಂದಿದೆ. ಬೆಳಗಾವಿ, ಹುಬ್ಬಳ್ಳಿ, ಧಾರವಾಡ, ಮೈಸೂರು, ಬೆಂಗಳೂರು ಮುಂತಾದೆಡೆ ವಿಜೃಂಭಣೆಯಿಂದ ನಡೆಯುತ್ತದೆ. ಸ್ವಾತಂತ್ರ್ಯ ಹೋರಾಟದ ಕಾಲದಲ್ಲಿ ಬೆಳಗಾವಿಯಲ್ಲಿ ಗಂಗಾಧರರಾವ್ ದೇಶಪಾಂಡೆ ಅವರು ಸಾರ್ವಜನಿಕ ಗಣೇಶೋತ್ಸವ ಆರಂಭಿಸಿದರು. ಮೇಳಗಳು, ಪ್ರವಚನಗಳು, ಸಂಗೀತ ಕಛೇರಿಗಳು ಜನರನ್ನು ಒಗ್ಗೂಡಿಸಿದವು. ಗಣೇಶ ಹಬ್ಬ ಪರಿಸರ ಸ್ನೇಹಿಯಾಗಿರಬೇಕು ಎಂಬ ಜಾಗೃತಿಯೂ ಇಂದು ಹೆಚ್ಚುತ್ತಿದೆ. ಮಣ್ಣಿನ ಮೂರ್ತಿಗಳನ್ನು ಬಳಸಿ, ರಾಸಾಯನಿಕ ಬಣ್ಣಗಳನ್ನು ತ್ಯಜಿಸಿ, ಜಲಮೂಲಗಳನ್ನು ಕಲುಷಿತಗೊಳಿಸದೆ ಹಬ್ಬ ಆಚರಿಸುವುದು ನಮ್ಮ ಕರ್ತವ್ಯ. ಹೀಗೆ ಗಣೇಶೋತ್ಸವ ಭಾರತೀಯ ಸಂಸ್ಕೃತಿ ಮತ್ತು ರಾಷ್ಟ್ರೀಯತೆಗಳ ಸಂಗಮವಾಗಿ ಮುಂದುವರಿಯುತ್ತಿದೆ. ಭಕ್ತಿ, ಸಂಸ್ಕೃತಿ ಮತ್ತು ಸಂಘಟನೆಯ ಈ ಹಬ್ಬ ಮುಂದಿನ ಪೀಳಿಗೆಗೂ ಸ್ಫೂರ್ತಿಯಾಗಲಿ. ವಿಘ್ನೇಶ್ವರ ಎಲ್ಲರಿಗೂ ಸನ್ಮಂಗಳ ಕರುಣಿಸಲಿ. [720, 682, 925, 767]
editorial-text: ದಸರಾ ಉದ್ಘಾಟನೆಯ ಬಗ್ಗೆ ರಾಜ್ಯದಲ್ಲಿ ತೀವ್ರವಾದ ಚರ್ಚೆ ನಡೆಯುತ್ತಿದೆ. ಬೂಕರ್ ಪ್ರಶಸ್ತಿ ಪುರಸ್ಕೃತ ಸಾಹಿತಿ ಬಾನು ಮುಷ್ತಾಕ್ ಅವರನ್ನು ಉದ್ಘಾಟಕರನ್ನಾಗಿ ಆಯ್ಕೆ ಮಾಡಿರುವ ರಾಜ್ಯ ಸರ್ಕಾರದ ನಿರ್ಧಾರ ಹಲವು ಪ್ರಶ್ನೆಗಳನ್ನು ಹುಟ್ಟುಹಾಕಿದೆ. ನಾಡಹಬ್ಬ ದಸರಾ ಚಾಮುಂಡೇಶ್ವರಿ ದೇವಿಯ ಪೂಜೆಯೊಂದಿಗೆ ಆರಂಭವಾಗುವ ಧಾರ್ಮಿಕ ಆಚರಣೆ. ಇದು ಕೇವಲ ಸಾಂಸ್ಕೃತಿಕ ಉತ್ಸವವಲ್ಲ, ಶತಮಾನಗಳ ಪರಂಪರೆಯನ್ನು ಹೊಂದಿರುವ ಶ್ರದ್ಧೆಯ ಹಬ್ಬ. ಭಾರತ ಗಣತಂತ್ರವಾಗಿ ರೂಪುಗೊಂಡ ನಂತರವೂ ಮೈಸೂರು ದಸರಾ ತನ್ನ ಧಾರ್ಮಿಕ ಸ್ವರೂಪವನ್ನು ಉಳಿಸಿಕೊಂಡು ಬಂದಿದೆ. ಉದ್ಘಾಟಕರು ದೇವಿಗೆ ಪುಷ್ಪಾರ್ಚನೆ ಮಾಡುವ ಸಂಪ್ರದಾಯವಿದೆ. ಆ ಸಂಪ್ರದಾಯದಲ್ಲಿ ನಂಬಿಕೆ ಇರುವವರು ಉದ್ಘಾಟನೆ ಮಾಡುವುದು ಸೂಕ್ತ ಎಂಬುದು ಜನರ ಅಭಿಪ್ರಾಯ. ಕನ್ನಡ ಭುವನೇಶ್ವರಿಯ ಬಗ್ಗೆ ಹಿಂದೆ ನೀಡಿದ ಹೇಳಿಕೆಗಳು ಈಗ ಮತ್ತೆ ಚರ್ಚೆಗೆ ಬಂದಿವೆ. ಸರ್ಕಾರ ಜನರ ಭಾವನೆಗಳನ್ನು ಗೌರವಿಸಬೇಕು. ಸೆಕ್ಯುಲರ್ ಹೆಸರಿನಲ್ಲಿ ಧಾರ್ಮಿಕ ಆಚರಣೆಗಳ ಸ್ವರೂಪವನ್ನು ಬದಲಿಸುವ ಪ್ರಯತ್ನ ಸಲ್ಲದು. ದಸರಾ ಸಾರ್ವಜನಿಕ ಉತ್ಸವವಾದರೂ ಅದರ ಮೂಲ ಧಾರ್ಮಿಕ ನೆಲೆಯನ್ನು ಮರೆಯಬಾರದು. ನಾಡಿನ ಜನತೆ ಈ ಹಬ್ಬವನ್ನು ಭಕ್ತಿಯಿಂದ ಆಚರಿಸುತ್ತಾರೆ. ಇಂತಹ ಸಂದರ್ಭದಲ್ಲಿ ವಿವಾದಗಳಿಗೆ ಆಸ್ಪದ ನೀಡದೆ ಸರ್ಕಾರ ಸಮಚಿತ್ತದ ನಿರ್ಧಾರ ಕೈಗೊಳ್ಳಬೇಕು. ದಸರಾ ಸಾರ್ವಜನಿಕ ಉತ್ಸವ ಎಂಬ ಕಾರಣಕ್ಕೆ ಯಾರು ಬೇಕಾದರೂ ಉದ್ಘಾಟಿಸಬಹುದು ಎಂಬ ವಾದವಿದೆ. ಆದರೆ ಉದ್ಘಾಟನೆ ಎಂದರೆ ಕೇವಲ ಸಭಾ ಕಾರ್ಯಕ್ರಮವಲ್ಲ; ಅದು ದೇವಿಯ ಸನ್ನಿಧಿಯಲ್ಲಿ ನಡೆಯುವ ಪೂಜಾ ವಿಧಿ. ಈ ಸೂಕ್ಷ್ಮವನ್ನು ಅರಿತು ಮುಂದುವರಿಯಬೇಕು. [33, 173, 261, 292]
patra-label: ಪತ್ರ [168, 1295, 189, 1309]
registration-dot [870, 1440, 878, 1448]
registration-dot [500, 1440, 508, 1448]
